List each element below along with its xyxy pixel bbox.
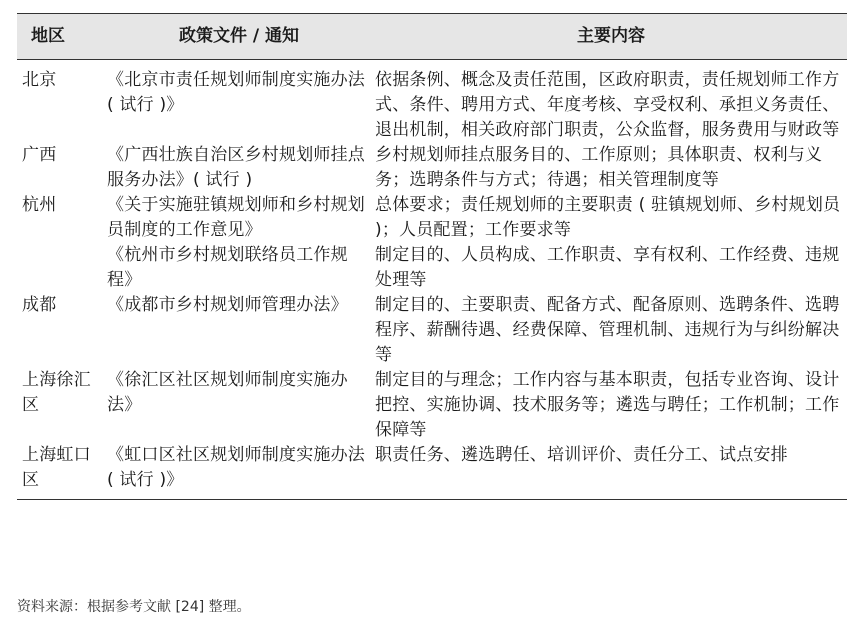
policy-table-container [17,13,847,500]
cell-region: 杭州 [22,195,57,215]
table-row [17,293,847,368]
policy-table [17,13,847,500]
header-region: 地区 [17,14,103,60]
table-row [17,243,847,293]
source-note: 资料来源：根据参考文献 [24] 整理。 [17,599,251,615]
table-row [17,143,847,193]
cell-document: 《成都市乡村规划师管理办法》 [107,295,348,315]
cell-content: 依据条例、概念及责任范围，区政府职责，责任规划师工作方式、条件、聘用方式、年度考核、享受权利、承担义务责任、退出机制，相关政府部门职责，公众监督，服务费用与财政等 [375,70,840,140]
cell-content: 制定目的、人员构成、工作职责、享有权利、工作经费、违规处理等 [375,245,840,290]
table-row [17,368,847,443]
table-body [17,60,847,500]
cell-content: 职责任务、遴选聘任、培训评价、责任分工、试点安排 [375,443,847,500]
cell-document: 《关于实施驻镇规划师和乡村规划员制度的工作意见》 [107,195,365,240]
cell-document: 《广西壮族自治区乡村规划师挂点服务办法》( 试行 ) [107,145,365,190]
cell-content: 制定目的、主要职责、配备方式、配备原则、选聘条件、选聘程序、薪酬待遇、经费保障、管理机制、违规行为与纠纷解决等 [375,295,840,365]
table-row [17,443,847,500]
table-row [17,60,847,144]
cell-document: 《虹口区社区规划师制度实施办法 ( 试行 )》 [103,443,375,500]
table-row [17,193,847,243]
cell-document: 《杭州市乡村规划联络员工作规程》 [107,245,348,290]
cell-region: 成都 [22,295,57,315]
cell-document: 《徐汇区社区规划师制度实施办法》 [107,370,348,415]
cell-content: 总体要求；责任规划师的主要职责 ( 驻镇规划师、乡村规划员 )；人员配置；工作要求等 [375,195,841,240]
header-row [17,14,847,60]
cell-region [17,243,103,293]
cell-region: 北京 [22,70,57,90]
cell-region: 广西 [22,145,57,165]
header-document: 政策文件 / 通知 [103,14,375,60]
cell-content: 制定目的与理念；工作内容与基本职责，包括专业咨询、设计把控、实施协调、技术服务等；遴选与聘任；工作机制；工作保障等 [375,370,840,440]
table-header [17,14,847,60]
cell-document: 《北京市责任规划师制度实施办法 ( 试行 )》 [107,70,365,115]
cell-content: 乡村规划师挂点服务目的、工作原则；具体职责、权利与义务；选聘条件与方式；待遇；相关管理制度等 [375,145,823,190]
cell-region: 上海徐汇区 [22,370,91,415]
header-content: 主要内容 [375,14,847,60]
cell-region: 上海虹口区 [17,443,103,500]
